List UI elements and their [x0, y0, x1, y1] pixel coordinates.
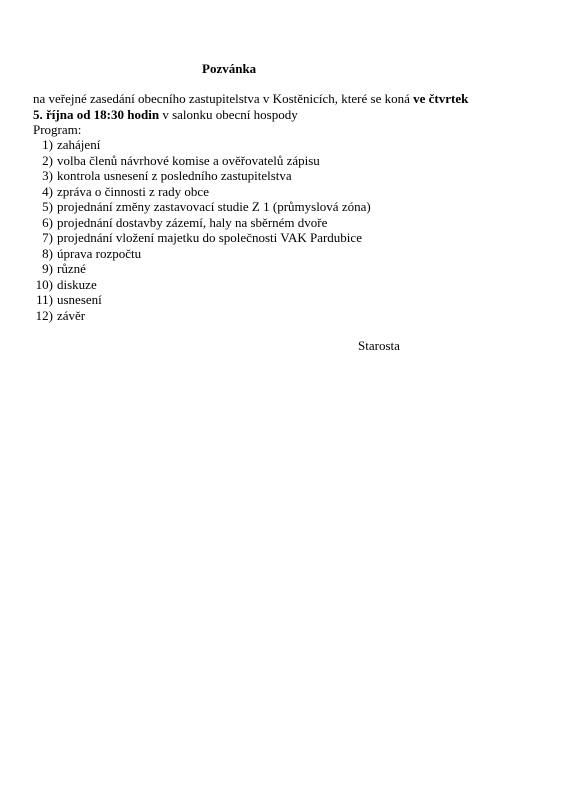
program-item-number: 12): [35, 307, 53, 323]
program-item-text: projednání dostavby zázemí, haly na sběrném dvoře: [57, 214, 328, 230]
document-title: Pozvánka: [202, 61, 257, 76]
program-item: [33, 246, 371, 262]
program-item: [33, 184, 371, 200]
program-item-number: 8): [42, 245, 53, 261]
program-item-text: projednání vložení majetku do společnosti VAK Pardubice: [57, 230, 362, 245]
program-item-number: 2): [42, 152, 53, 168]
program-item: [33, 308, 371, 324]
program-item-text: volba členů návrhové komise a ověřovatelů zápisu: [57, 152, 320, 168]
program-item-number: 9): [42, 261, 53, 276]
program-item: [33, 199, 371, 215]
program-label: Program:: [33, 122, 82, 137]
program-item: [33, 261, 371, 277]
program-item-number: 5): [42, 199, 53, 214]
program-list: [33, 137, 371, 323]
program-item-text: zahájení: [57, 137, 101, 152]
program-item-number: 11): [36, 292, 53, 307]
program-item: [33, 292, 371, 308]
program-item-text: úprava rozpočtu: [57, 245, 142, 261]
program-item-number: 10): [35, 276, 53, 292]
program-item-text: projednání změny zastavovací studie Z 1 (průmyslová zóna): [57, 199, 371, 214]
program-item-number: 6): [42, 214, 53, 230]
program-item: [33, 277, 371, 293]
intro-date-time: 5. října od 18:30 hodin: [33, 106, 160, 122]
invitation-intro: [33, 91, 533, 138]
intro-text: na veřejné zasedání obecního zastupitelstva v Kostěnicích, které se koná: [33, 91, 414, 106]
program-item: [33, 137, 371, 153]
program-item: [33, 168, 371, 184]
program-item-text: závěr: [57, 307, 86, 323]
program-item: [33, 230, 371, 246]
program-item-number: 7): [42, 230, 53, 245]
program-item-text: usnesení: [57, 292, 102, 307]
signature: Starosta: [358, 338, 400, 353]
program-item-number: 3): [42, 168, 53, 183]
program-item-text: diskuze: [57, 276, 97, 292]
intro-location: v salonku obecní hospody: [159, 106, 298, 122]
program-item: [33, 215, 371, 231]
program-item-number: 4): [42, 183, 53, 199]
program-item-text: různé: [57, 261, 86, 276]
program-item-number: 1): [42, 137, 53, 152]
intro-day: ve čtvrtek: [413, 91, 469, 106]
program-item: [33, 153, 371, 169]
program-item-text: kontrola usnesení z posledního zastupitelstva: [57, 168, 292, 183]
program-item-text: zpráva o činnosti z rady obce: [57, 183, 209, 199]
